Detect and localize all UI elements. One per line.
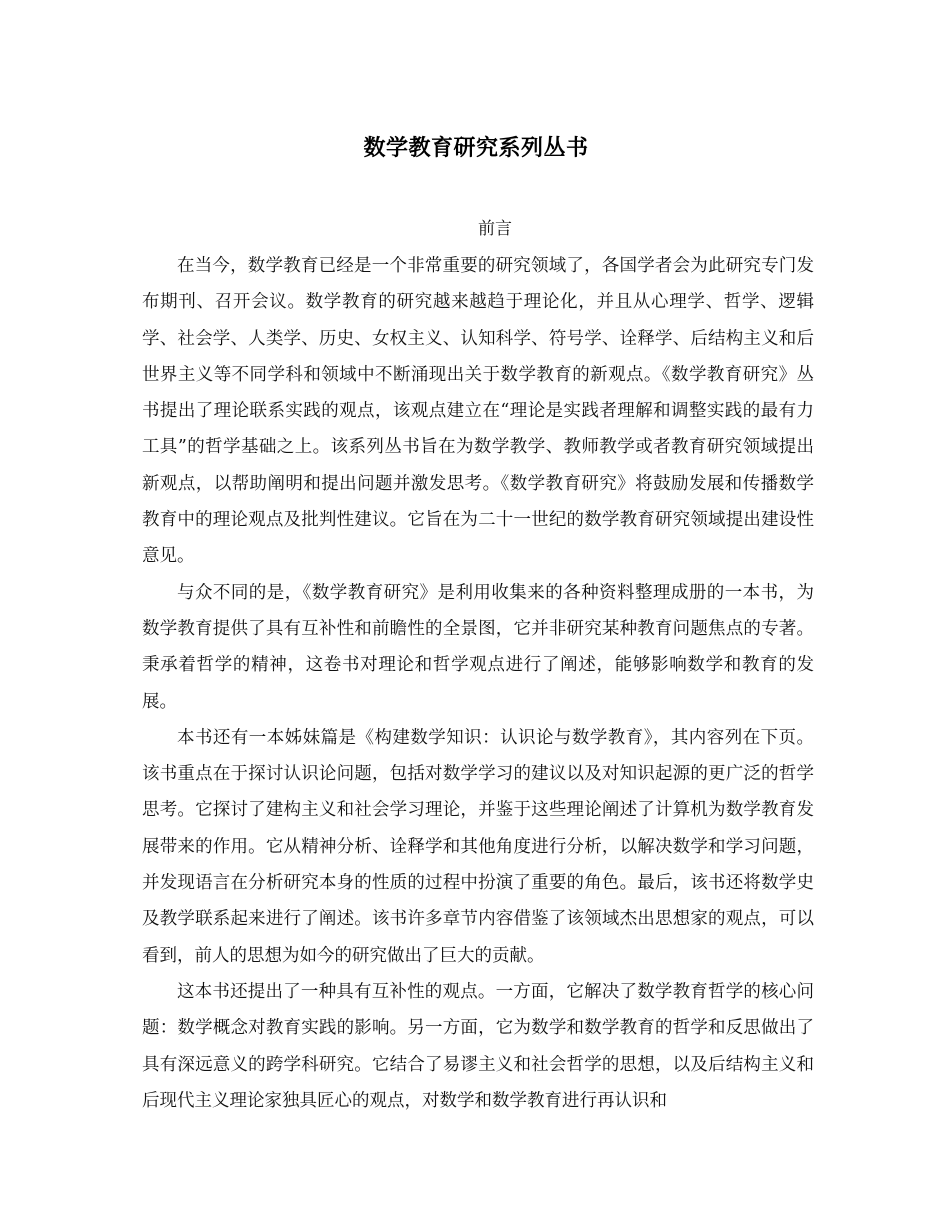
paragraph: 与众不同的是，《数学教育研究》是利用收集来的各种资料整理成册的一本书，为数学教育提供了具有互补性和前瞻性的全景图，它并非研究某种教育问题焦点的专著。秉承着哲学的精神，这卷书对理论和哲学观点进行了阐述，能够影响数学和教育的发展。 — [142, 582, 814, 712]
preface-heading: 前言 — [478, 219, 512, 239]
paragraph: 这本书还提出了一种具有互补性的观点。一方面，它解决了数学教育哲学的核心问题：数学概念对教育实践的影响。另一方面，它为数学和数学教育的哲学和反思做出了具有深远意义的跨学科研究。它结合了易谬主义和社会哲学的思想，以及后结构主义和后现代主义理论家独具匠心的观点，对数学和数学教育进行再认识和 — [142, 981, 814, 1111]
paragraph: 在当今，数学教育已经是一个非常重要的研究领域了，各国学者会为此研究专门发布期刊、召开会议。数学教育的研究越来越趋于理论化，并且从心理学、哲学、逻辑学、社会学、人类学、历史、女权主义、认知科学、符号学、诠释学、后结构主义和后世界主义等不同学科和领域中不断涌现出关于数学教育的新观点。《数学教育研究》丛书提出了理论联系实践的观点，该观点建立在“理论是实践者理解和调整实践的最有力工具”的哲学基础之上。该系列丛书旨在为数学教学、教师教学或者教育研究领域提出新观点，以帮助阐明和提出问题并激发思考。《数学教育研究》将鼓励发展和传播数学教育中的理论观点及批判性建议。它旨在为二十一世纪的数学教育研究领域提出建设性意见。 — [142, 256, 814, 567]
document-body — [142, 248, 814, 1119]
paragraph: 本书还有一本姊妹篇是《构建数学知识：认识论与数学教育》，其内容列在下页。该书重点在于探讨认识论问题，包括对数学学习的建议以及对知识起源的更广泛的哲学思考。它探讨了建构主义和社会学习理论，并鉴于这些理论阐述了计算机为数学教育发展带来的作用。它从精神分析、诠释学和其他角度进行分析，以解决数学和学习问题，并发现语言在分析研究本身的性质的过程中扮演了重要的角色。最后，该书还将数学史及教学联系起来进行了阐述。该书许多章节内容借鉴了该领域杰出思想家的观点，可以看到，前人的思想为如今的研究做出了巨大的贡献。 — [142, 727, 814, 966]
document-title: 数学教育研究系列丛书 — [363, 136, 589, 161]
